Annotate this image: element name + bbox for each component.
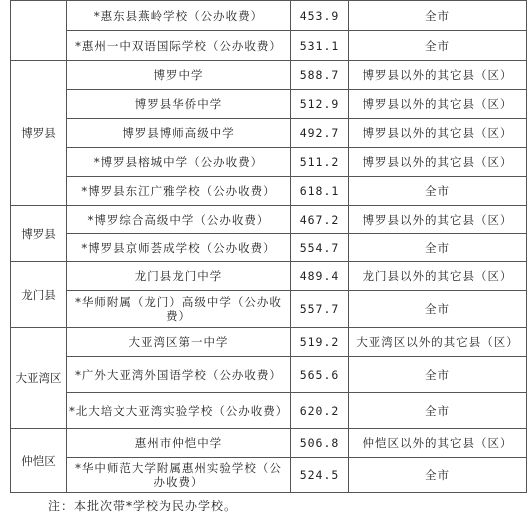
table-row (11, 31, 527, 61)
table-row (11, 148, 527, 177)
county-name: 博罗县 (11, 61, 67, 206)
score-value: 467.2 (291, 206, 349, 234)
score-value: 489.4 (291, 262, 349, 291)
school-name: *博罗县榕城中学（公办收费） (67, 148, 291, 177)
table-row (11, 357, 527, 393)
enrollment-scope: 大亚湾区以外的其它县（区） (349, 328, 527, 357)
enrollment-scope: 全市 (349, 1, 527, 31)
school-name: *惠州一中双语国际学校（公办收费） (67, 31, 291, 61)
enrollment-scope: 博罗县以外的其它县（区） (349, 206, 527, 234)
table-row (11, 206, 527, 234)
score-value: 620.2 (291, 393, 349, 429)
table-row (11, 429, 527, 458)
county-name: 博罗县 (11, 206, 67, 262)
score-value: 554.7 (291, 234, 349, 262)
enrollment-scope: 博罗县以外的其它县（区） (349, 90, 527, 119)
school-name: *广外大亚湾外国语学校（公办收费） (67, 357, 291, 393)
table-row (11, 61, 527, 90)
school-name: *博罗综合高级中学（公办收费） (67, 206, 291, 234)
enrollment-scope: 全市 (349, 393, 527, 429)
school-name: 博罗中学 (67, 61, 291, 90)
score-value: 512.9 (291, 90, 349, 119)
enrollment-scope: 全市 (349, 31, 527, 61)
enrollment-scope: 龙门县以外的其它县（区） (349, 262, 527, 291)
enrollment-scope: 博罗县以外的其它县（区） (349, 148, 527, 177)
school-name: *北大培文大亚湾实验学校（公办收费） (67, 393, 291, 429)
table-row (11, 90, 527, 119)
table-row (11, 291, 527, 328)
score-value: 565.6 (291, 357, 349, 393)
school-name: 大亚湾区第一中学 (67, 328, 291, 357)
table-row (11, 458, 527, 493)
score-value: 519.2 (291, 328, 349, 357)
enrollment-scope: 博罗县以外的其它县（区） (349, 61, 527, 90)
score-value: 511.2 (291, 148, 349, 177)
enrollment-scope: 全市 (349, 234, 527, 262)
admissions-table (10, 0, 527, 493)
score-value: 506.8 (291, 429, 349, 458)
table-row (11, 328, 527, 357)
county-name: 大亚湾区 (11, 328, 67, 429)
table-row (11, 1, 527, 31)
table-row (11, 119, 527, 148)
enrollment-scope: 全市 (349, 458, 527, 493)
table-row (11, 177, 527, 206)
table-row (11, 393, 527, 429)
score-value: 453.9 (291, 1, 349, 31)
county-name: 龙门县 (11, 262, 67, 328)
school-name: *博罗县京师荟成学校（公办收费） (67, 234, 291, 262)
county-cell-empty (11, 1, 67, 61)
table-row (11, 262, 527, 291)
school-name: 博罗县博师高级中学 (67, 119, 291, 148)
enrollment-scope: 全市 (349, 291, 527, 328)
table-row (11, 234, 527, 262)
score-value: 588.7 (291, 61, 349, 90)
school-name: *华师附属（龙门）高级中学（公办收费） (67, 291, 291, 328)
score-value: 557.7 (291, 291, 349, 328)
county-name: 仲恺区 (11, 429, 67, 493)
school-name: 博罗县华侨中学 (67, 90, 291, 119)
footnote: 注：本批次带*学校为民办学校。 (48, 499, 238, 513)
school-name: *惠东县燕岭学校（公办收费） (67, 1, 291, 31)
score-value: 524.5 (291, 458, 349, 493)
school-name: 惠州市仲恺中学 (67, 429, 291, 458)
score-value: 618.1 (291, 177, 349, 206)
school-name: *华中师范大学附属惠州实验学校（公办收费） (67, 458, 291, 493)
enrollment-scope: 博罗县以外的其它县（区） (349, 119, 527, 148)
score-value: 531.1 (291, 31, 349, 61)
school-name: 龙门县龙门中学 (67, 262, 291, 291)
school-name: *博罗县东江广雅学校（公办收费） (67, 177, 291, 206)
enrollment-scope: 全市 (349, 357, 527, 393)
enrollment-scope: 仲恺区以外的其它县（区） (349, 429, 527, 458)
score-value: 492.7 (291, 119, 349, 148)
enrollment-scope: 全市 (349, 177, 527, 206)
